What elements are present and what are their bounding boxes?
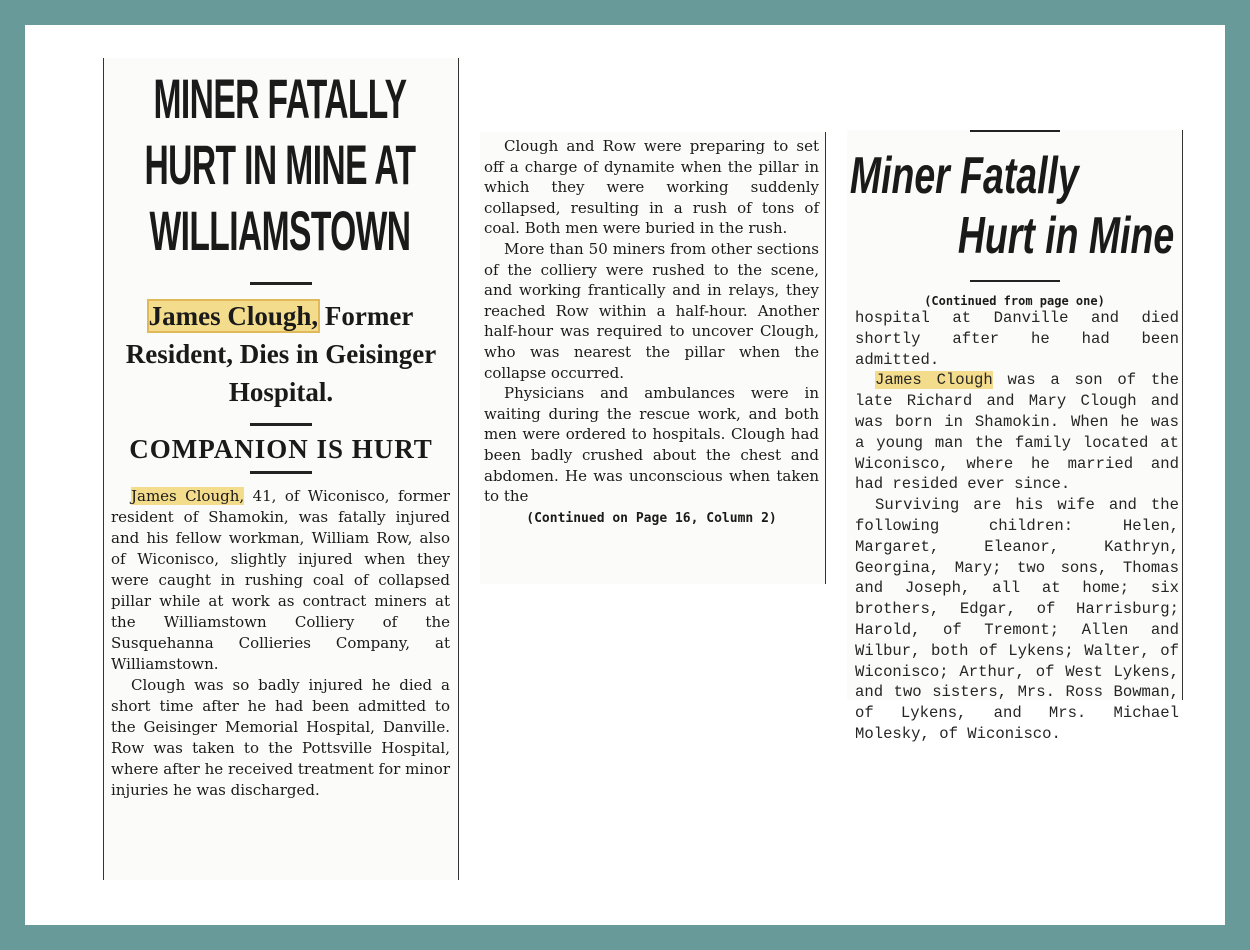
- highlighted-name: James Clough,: [131, 487, 245, 505]
- deck-headline: [104, 297, 458, 411]
- clipping-continuation-middle: [480, 132, 826, 584]
- headline-italic: [847, 146, 1185, 266]
- paragraph: [111, 486, 450, 675]
- continued-from-note: (Continued from page one): [924, 294, 1105, 308]
- paragraph: Clough and Row were preparing to set off a charge of dynamite when the pillar in which they were working suddenly collapsed, resulting in a rush of tons of coal. Both men were buried in the rush.: [484, 137, 819, 238]
- article-body: [847, 308, 1182, 745]
- headline-line: HURT IN MINE AT: [144, 133, 416, 196]
- paragraph: More than 50 miners from other sections of the colliery were rushed to the scene, and working frantically and in relays, they reached Row within a half-hour. Another half-hour was required to uncover Clough, who was nearest the pillar when the collapse occurred.: [484, 239, 819, 382]
- article-body: [104, 486, 458, 801]
- headline-line: Miner Fatally: [849, 147, 1079, 205]
- divider-rule: [970, 280, 1060, 282]
- divider-rule: [250, 282, 312, 285]
- headline-line: MINER FATALLY: [153, 67, 407, 130]
- paragraph-text: was a son of the late Richard and Mary Clough and was born in Shamokin. When he was a young man the family located at Wiconisco, where he married and had resided ever since.: [855, 371, 1179, 494]
- highlighted-name: James Clough: [875, 371, 993, 390]
- subheadline: COMPANION IS HURT: [129, 434, 433, 464]
- divider-rule: [970, 130, 1060, 132]
- highlighted-name: James Clough,: [148, 301, 319, 331]
- paragraph-text: 41, of Wiconisco, former resident of Shamokin, was fatally injured and his fellow workman, William Row, also of Wiconisco, slightly injured when they were caught in rushing coal of collapsed pillar while at work as contract miners at the Williamstown Colliery of the Susquehanna Collieries Company, at Williamstown.: [111, 487, 450, 673]
- headline-line: WILLIAMSTOWN: [149, 199, 411, 262]
- paragraph: hospital at Danville and died shortly after he had been admitted.: [855, 309, 1179, 369]
- paragraph: Physicians and ambulances were in waiting during the rescue work, and both men were ordered to hospitals. Clough had been badly crushed about the chest and abdomen. He was unconscious when taken to the: [484, 384, 819, 506]
- clipping-main-article: [103, 58, 459, 880]
- paragraph: Clough was so badly injured he died a short time after he had been admitted to the Geisinger Memorial Hospital, Danville. Row was taken to the Pottsville Hospital, where after he received treatment for minor injuries he was discharged.: [111, 676, 450, 799]
- paragraph: [855, 370, 1179, 495]
- continued-note: (Continued on Page 16, Column 2): [526, 510, 777, 526]
- paragraph: Surviving are his wife and the following children: Helen, Margaret, Eleanor, Kathryn, Georgina, Mary; two sons, Thomas and Joseph, all at home; six brothers, Edgar, of Harrisburg; Harold, of Tremont; Allen and Wilbur, both of Lykens; Walter, of Wiconisco; Arthur, of West Lykens, and two sisters, Mrs. Ross Bowman, of Lykens, and Mrs. Michael Molesky, of Wiconisco.: [855, 496, 1179, 743]
- article-body: [480, 132, 825, 529]
- headline-line: Hurt in Mine: [957, 207, 1175, 265]
- divider-rule: [250, 423, 312, 426]
- headline-main: [106, 66, 454, 264]
- clipping-continuation-page16: [847, 130, 1183, 743]
- deck-text: Former Resident, Dies in Geisinger Hospital.: [125, 301, 437, 407]
- divider-rule: [250, 471, 312, 474]
